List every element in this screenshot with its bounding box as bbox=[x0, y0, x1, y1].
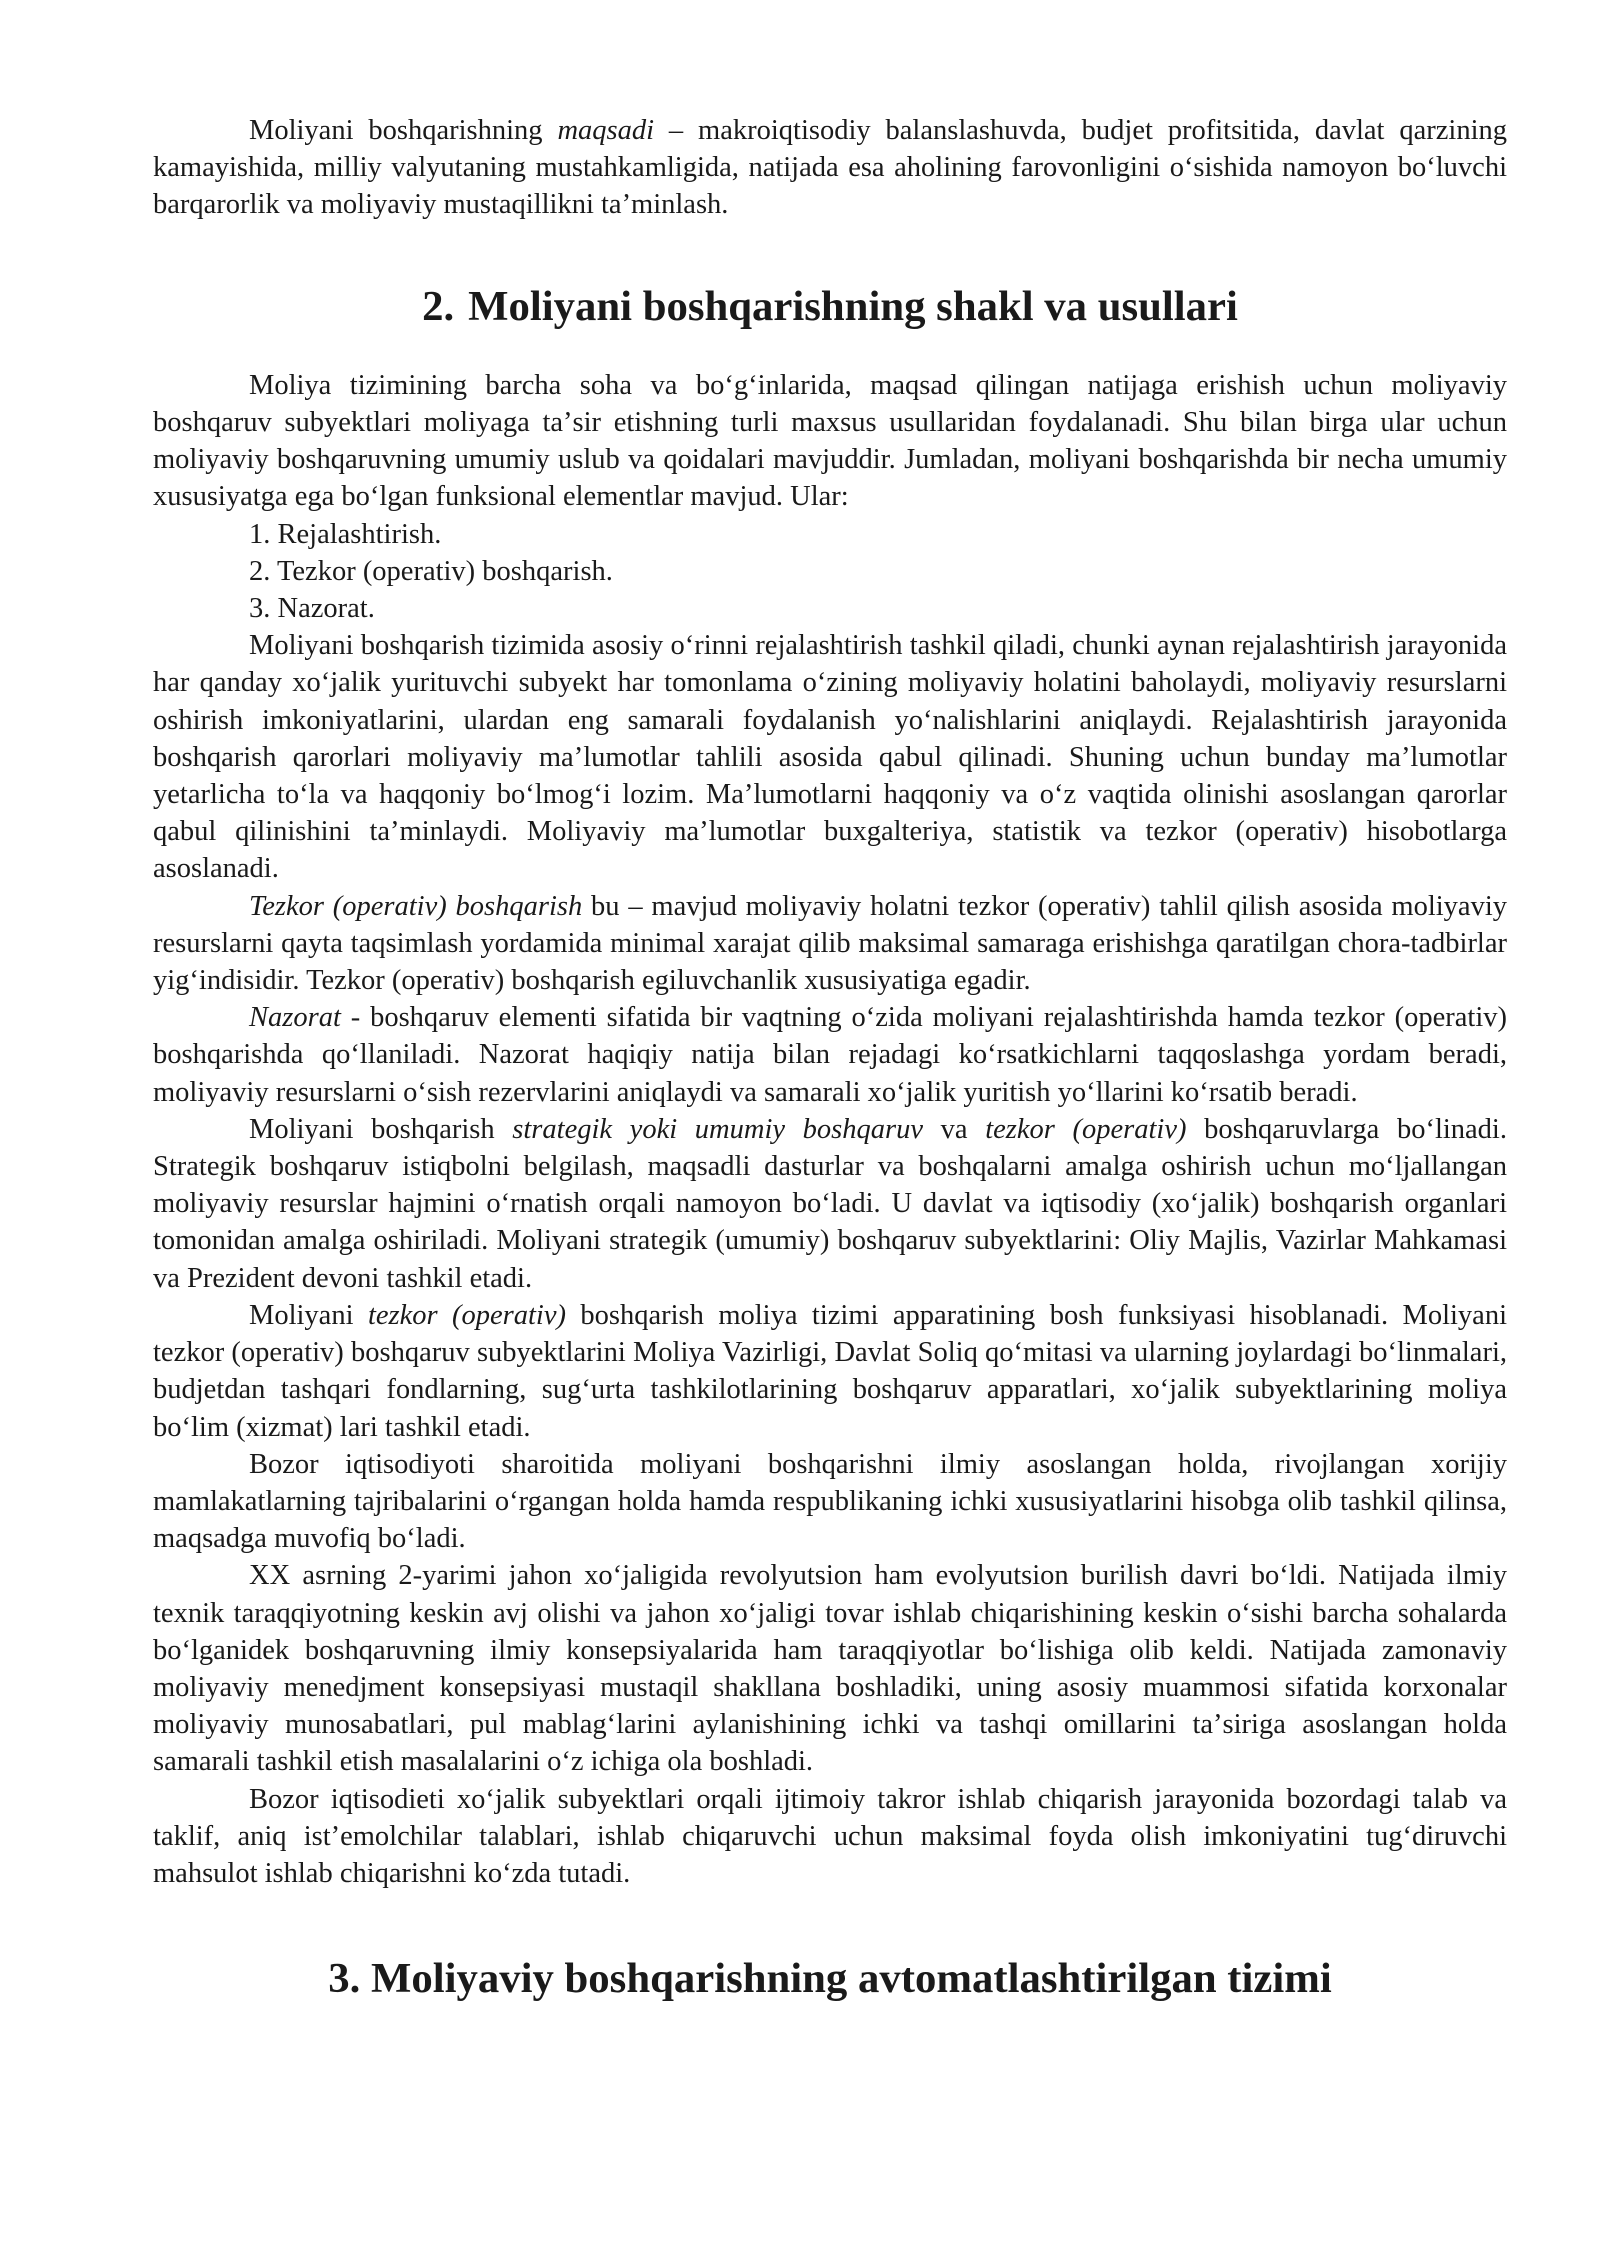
section-3-heading: 3. Moliyaviy boshqarishning avtomatlashtirilgan tizimi bbox=[328, 1955, 1332, 2003]
paragraph-4-text: - boshqaruv elementi sifatida bir vaqtning oʻzida moliyani rejalashtirishda hamda tezkor (operativ) boshqarishda qoʻllaniladi. Nazorat haqiqiy natija bilan rejadagi koʻrsatkichlarni taqqoslashga yordam beradi, moliyaviy resurslarni oʻsish rezervlarini aniqlaydi va samarali xoʻjalik yuritish yoʻllarini koʻrsatib beradi. bbox=[153, 1002, 1507, 1108]
paragraph-6 bbox=[153, 1297, 1507, 1446]
list-item-1: 1. Rejalashtirish. bbox=[249, 518, 442, 550]
paragraph-5-term-strategic: strategik yoki umumiy boshqaruv bbox=[512, 1113, 924, 1145]
paragraph-5-text-c: va bbox=[923, 1113, 986, 1145]
paragraph-5-text-e: boshqaruvlarga boʻlinadi. Strategik boshqaruv istiqbolni belgilash, maqsadli dasturlar va boshqalarni amalga oshirish uchun moʻljallangan moliyaviy resurslar hajmini oʻrnatish orqali namoyon boʻladi. U davlat va iqtisodiy (xoʻjalik) boshqarish organlari tomonidan amalga oshiriladi. Moliyani strategik (umumiy) boshqaruv subyektlarini: Oliy Majlis, Vazirlar Mahkamasi va Prezident devoni tashkil etadi. bbox=[153, 1113, 1507, 1294]
section-2-title: Moliyani boshqarishning shakl va usullari bbox=[468, 282, 1238, 330]
section-2-heading bbox=[153, 282, 1507, 330]
paragraph-9: Bozor iqtisodieti xoʻjalik subyektlari orqali ijtimoiy takror ishlab chiqarish jarayonida bozordagi talab va taklif, aniq istʼemolchilar talablari, ishlab chiqaruvchi uchun maksimal foyda olish imkoniyatini tugʻdiruvchi mahsulot ishlab chiqarishni koʻzda tutadi. bbox=[153, 1783, 1507, 1889]
paragraph-3 bbox=[153, 888, 1507, 1000]
list-item-2: 2. Tezkor (operativ) boshqarish. bbox=[249, 555, 613, 587]
paragraph-3-text: bu – mavjud moliyaviy holatni tezkor (operativ) tahlil qilish asosida moliyaviy resurslarni qayta taqsimlash yordamida minimal xarajat qilib maksimal samaraga erishishga qaratilgan chora-tadbirlar yigʻindisidir. Tezkor (operativ) boshqarish egiluvchanlik xususiyatiga egadir. bbox=[153, 890, 1507, 997]
document-page bbox=[153, 112, 1508, 2003]
intro-text-start: Moliyani boshqarishning bbox=[249, 115, 558, 146]
paragraph-6-text-a: Moliyani bbox=[249, 1299, 368, 1331]
paragraph-5 bbox=[153, 1111, 1507, 1297]
paragraph-6-text-c: boshqarish moliya tizimi apparatining bosh funksiyasi hisoblanadi. Moliyani tezkor (operativ) boshqaruv subyektlarini Moliya Vazirligi, Davlat Soliq qoʻmitasi va ularning joylardagi boʻlinmalari, budjetdan tashqari fondlarning, sugʻurta tashkilotlarining boshqaruv apparatlari, xoʻjalik subyektlarining moliya boʻlim (xizmat) lari tashkil etadi. bbox=[153, 1299, 1508, 1443]
paragraph-7: Bozor iqtisodiyoti sharoitida moliyani boshqarishni ilmiy asoslangan holda, rivojlangan xorijiy mamlakatlarning tajribalarini oʻrgangan holda hamda respublikaning ichki xususiyatlarini hisobga olib tashkil qilinsa, maqsadga muvofiq boʻladi. bbox=[153, 1448, 1507, 1555]
intro-paragraph bbox=[153, 112, 1507, 224]
paragraph-5-text-a: Moliyani boshqarish bbox=[249, 1113, 513, 1145]
paragraph-3-term: Tezkor (operativ) boshqarish bbox=[249, 890, 583, 922]
paragraph-2: Moliyani boshqarish tizimida asosiy oʻrinni rejalashtirish tashkil qiladi, chunki aynan rejalashtirish jarayonida har qanday xoʻjalik yurituvchi subyekt har tomonlama oʻzining moliyaviy holatini baholaydi, moliyaviy resurslarni oshirish imkoniyatlarini, ulardan eng samarali foydalanish yoʻnalishlarini aniqlaydi. Rejalashtirish jarayonida boshqarish qarorlari moliyaviy maʼlumotlar tahlili asosida qabul qilinadi. Shuning uchun bunday maʼlumotlar yetarlicha toʻla va haqqoniy boʻlmogʻi lozim. Maʼlumotlarni haqqoniy va oʻz vaqtida olinishi asoslangan qarorlar qabul qilinishini taʼminlaydi. Moliyaviy maʼlumotlar buxgalteriya, statistik va tezkor (operativ) hisobotlarga asoslanadi. bbox=[153, 630, 1507, 885]
paragraph-6-term: tezkor (operativ) bbox=[367, 1299, 566, 1331]
intro-emphasis: maqsadi bbox=[557, 115, 655, 146]
paragraph-1: Moliya tizimining barcha soha va boʻgʻinlarida, maqsad qilingan natijaga erishish uchun moliyaviy boshqaruv subyektlari moliyaga taʼsir etishning turli maxsus usullaridan foydalanadi. Shu bilan birga ular uchun moliyaviy boshqaruvning umumiy uslub va qoidalari mavjuddir. Jumladan, moliyani boshqarishda bir necha umumiy xususiyatga ega boʻlgan funksional elementlar mavjud. Ular: bbox=[153, 369, 1507, 513]
list-item-3: 3. Nazorat. bbox=[249, 593, 375, 625]
paragraph-4-term: Nazorat bbox=[249, 1002, 341, 1034]
section-2-number: 2. bbox=[422, 282, 455, 330]
intro-text-end: – makroiqtisodiy balanslashuvda, budjet profitsitida, davlat qarzining kamayishida, milliy valyutaning mustahkamligida, natijada esa aholining farovonligini oʻsishida namoyon boʻluvchi barqarorlik va moliyaviy mustaqillikni taʼminlash. bbox=[153, 115, 1507, 221]
paragraph-8: XX asrning 2-yarimi jahon xoʻjaligida revolyutsion ham evolyutsion burilish davri boʻldi. Natijada ilmiy texnik taraqqiyotning keskin avj olishi va jahon xoʻjaligi tovar ishlab chiqarishining keskin oʻsishi barcha sohalarda boʻlganidek boshqaruvning ilmiy konsepsiyalarida ham taraqqiyotlar boʻlishiga olib keldi. Natijada zamonaviy moliyaviy menedjment konsepsiyasi mustaqil shakllana boshladiki, uning asosiy muammosi sifatida korxonalar moliyaviy munosabatlari, pul mablagʻlarini aylanishining ichki va tashqi omillarini taʼsiriga asoslangan holda samarali tashkil etish masalalarini oʻz ichiga ola boshladi. bbox=[153, 1560, 1507, 1778]
paragraph-4 bbox=[153, 999, 1507, 1111]
paragraph-5-term-operative: tezkor (operativ) bbox=[985, 1113, 1187, 1145]
